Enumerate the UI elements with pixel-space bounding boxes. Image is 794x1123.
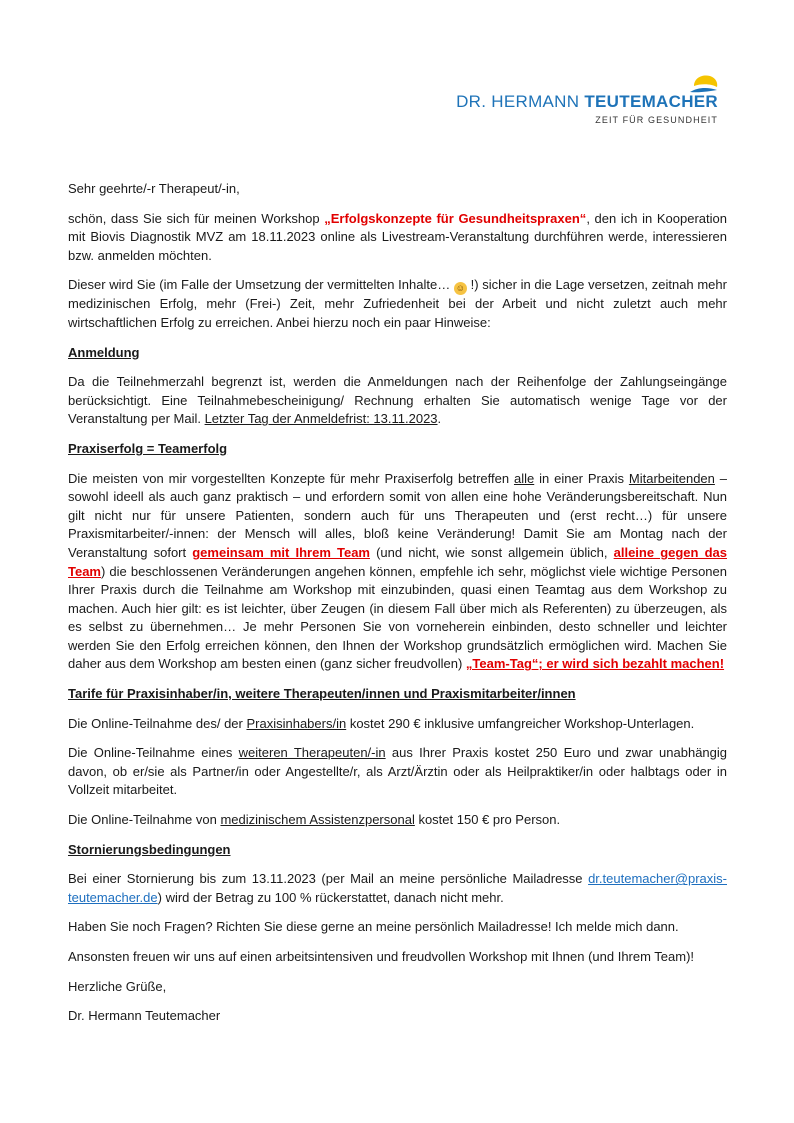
logo-tagline: ZEIT FÜR GESUNDHEIT [595, 115, 718, 125]
greeting: Sehr geehrte/-r Therapeut/-in, [68, 181, 240, 196]
tarife-p3-a: Die Online-Teilnahme von [68, 812, 221, 828]
teamerfolg-t1: Die meisten von mir vorgestellten Konzepte für mehr Praxiserfolg betreffen [68, 470, 514, 486]
anmeldung-deadline: Letzter Tag der Anmeldefrist: 13.11.2023 [204, 411, 438, 427]
teamerfolg-paragraph [68, 470, 727, 675]
tarife-p2-a: Die Online-Teilnahme eines [68, 745, 239, 761]
email-link[interactable]: dr.teutemacher@praxis-teutemacher.de [68, 871, 727, 905]
letter-body [68, 180, 727, 1037]
tarife-p2 [68, 744, 727, 800]
storno-text-b: ) wird der Betrag zu 100 % rückerstattet, danach nicht mehr. [157, 889, 504, 905]
tarife-p3-b: kostet 150 € pro Person. [414, 812, 561, 828]
heading-teamerfolg: Praxiserfolg = Teamerfolg [68, 440, 228, 456]
logo [458, 74, 718, 130]
anmeldung-paragraph [68, 373, 727, 429]
regards: Herzliche Grüße, [68, 978, 167, 994]
teamerfolg-u1: alle [513, 470, 535, 486]
logo-name-first: DR. HERMANN [456, 92, 580, 111]
teamerfolg-t2: in einer Praxis [534, 470, 629, 486]
tarife-p1-a: Die Online-Teilnahme des/ der [68, 715, 247, 731]
tarife-p2-u: weiteren Therapeuten/-in [238, 745, 386, 761]
intro-text-b: , den ich in Kooperation mit Biovis Diagnostik MVZ am 18.11.2023 online als Livestream-Veranstaltung durchführen werde, interessieren bzw. anmelden möchten. [68, 210, 727, 263]
heading-anmeldung: Anmeldung [68, 344, 140, 360]
closing-paragraph: Ansonsten freuen wir uns auf einen arbeitsintensiven und freudvollen Workshop mit Ihnen (und Ihrem Team)! [68, 949, 695, 964]
benefit-text-a: Dieser wird Sie (im Falle der Umsetzung der vermittelten Inhalte… [68, 277, 454, 293]
teamerfolg-t3: – sowohl ideell als auch ganz praktisch – und erfordern somit von allen eine hohe Veränderungsbereitschaft. Nun gilt nicht nur für unsere Patienten, sondern auch für uns Therapeuten und (erst recht…) für unsere Praxismitarbeiter/-innen: der Mensch will alles, bloß keine Veränderung! Damit Sie am Montag nach der Veranstaltung sofort [68, 470, 727, 560]
logo-name-last: TEUTEMACHER [584, 92, 718, 111]
heading-tarife: Tarife für Praxisinhaber/in, weitere Therapeuten/innen und Praxismitarbeiter/innen [68, 686, 576, 702]
teamerfolg-u2: Mitarbeitenden [628, 470, 715, 486]
benefit-paragraph [68, 276, 727, 332]
anmeldung-end: . [437, 411, 442, 427]
storno-text-a: Bei einer Stornierung bis zum 13.11.2023 (per Mail an meine persönliche Mailadresse [68, 871, 589, 887]
tarife-p1 [68, 715, 727, 734]
teamerfolg-r3: „Team-Tag“; er wird sich bezahlt machen! [465, 656, 725, 672]
storno-paragraph [68, 870, 727, 907]
tarife-p2-b: aus Ihrer Praxis kostet 250 Euro und zwar unabhängig davon, ob er/sie als Partner/in oder Angestellte/r, als Arzt/Ärztin oder als Heilpraktiker/in oder halbtags oder in Vollzeit mitarbeitet. [68, 745, 728, 798]
workshop-title: „Erfolgskonzepte für Gesundheitspraxen“ [324, 210, 587, 226]
anmeldung-text: Da die Teilnehmerzahl begrenzt ist, werden die Anmeldungen nach der Reihenfolge der Zahlungseingänge berücksichtigt. Eine Teilnahmebescheinigung/ Rechnung erhalten Sie automatisch wenige Tage vor der Veranstaltung per Mail. [68, 374, 727, 427]
intro-text-a: schön, dass Sie sich für meinen Workshop [68, 210, 325, 226]
teamerfolg-t4: (und nicht, wie sonst allgemein üblich, [369, 544, 614, 560]
teamerfolg-t5: ) die beschlossenen Veränderungen angehen können, empfehle ich sehr, möglichst viele wichtige Personen Ihrer Praxis durch die Teilnahme am Workshop mit einzubinden, quasi einen Teamtag aus dem Workshop zu machen. Auch hier gilt: es ist leichter, über Zeugen (in diesem Fall über mich als Referenten) zu überzeugen, als es selbst zu übernehmen… Je mehr Personen Sie von vorneherein einbinden, desto schneller und leichter werden Sie den Erfolg erreichen können, den Ihnen der Workshop grundsätzlich ermöglichen wird. Machen Sie daher aus dem Workshop am besten einen (ganz sicher freudvollen) [68, 563, 727, 672]
signature: Dr. Hermann Teutemacher [68, 1008, 221, 1024]
intro-paragraph [68, 210, 727, 266]
smiling-face-icon: ☺ [455, 283, 465, 294]
benefit-text-b: !) sicher in die Lage versetzen, zeitnah mehr medizinischen Erfolg, mehr (Frei-) Zeit, mehr Zufriedenheit bei der Arbeit und nicht zuletzt auch mehr wirtschaftlichen Erfolg zu erreichen. Anbei hierzu noch ein paar Hinweise: [68, 277, 727, 330]
heading-storno: Stornierungsbedingungen [68, 841, 231, 857]
tarife-p1-b: kostet 290 € inklusive umfangreicher Workshop-Unterlagen. [346, 715, 695, 731]
tarife-p3-u: medizinischem Assistenzpersonal [220, 812, 415, 828]
teamerfolg-r1: gemeinsam mit Ihrem Team [192, 544, 370, 560]
tarife-p1-u: Praxisinhabers/in [246, 715, 347, 731]
teamerfolg-r2: alleine gegen das Team [68, 544, 727, 579]
questions-paragraph: Haben Sie noch Fragen? Richten Sie diese gerne an meine persönlich Mailadresse! Ich melde mich dann. [68, 919, 679, 935]
tarife-p3 [68, 811, 727, 830]
